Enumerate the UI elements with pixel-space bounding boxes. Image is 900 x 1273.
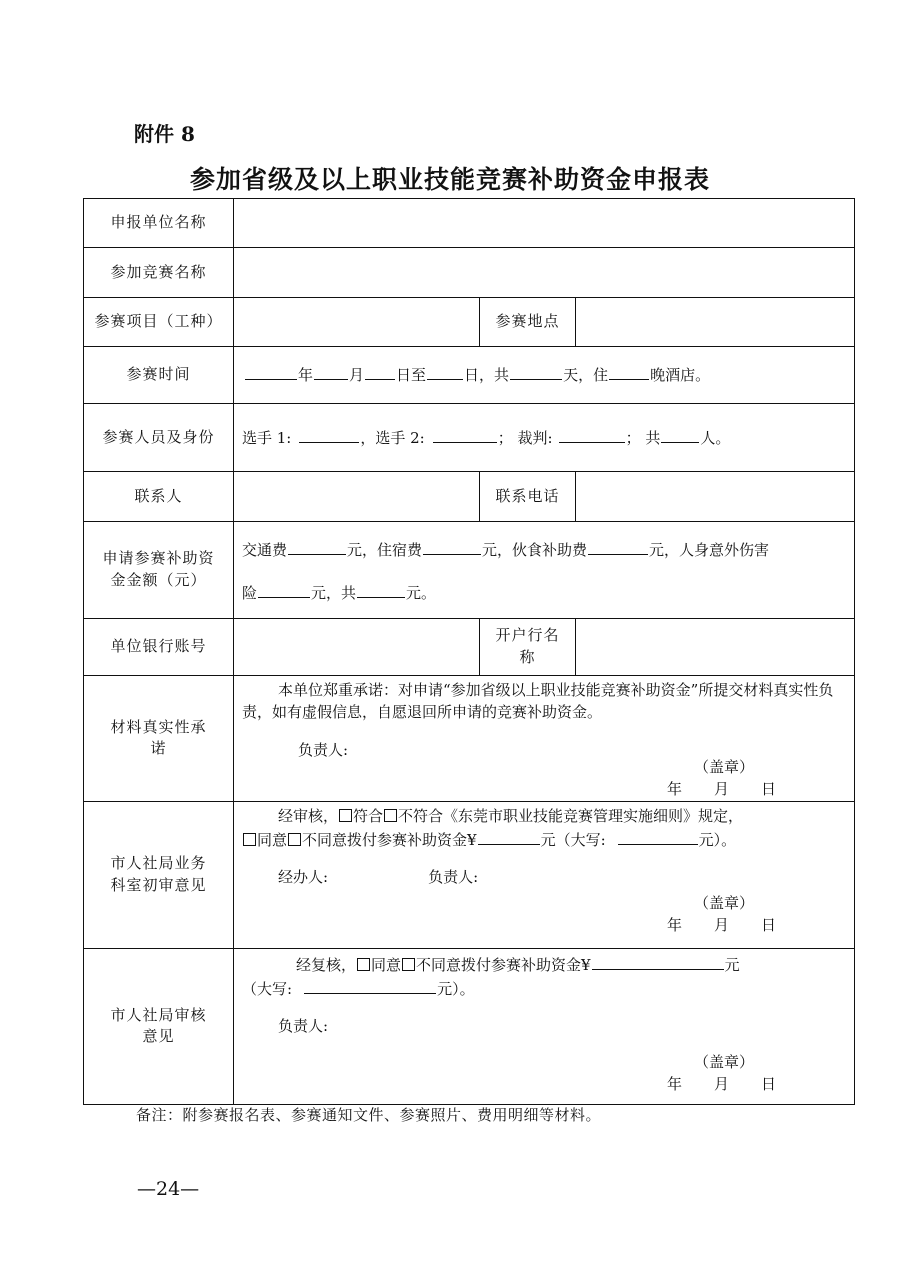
review2-disagree-text: 不同意拨付参赛补助资金¥ [416,955,591,974]
review2-yuan-text: 元 [724,955,740,974]
meal-blank[interactable] [588,538,648,555]
total-blank[interactable] [661,426,699,443]
review2-cell [234,948,855,1104]
review1-seal: （盖章） [694,894,755,912]
subsidy-label: 申请参赛补助资金金额（元） [84,522,234,619]
commitment-date: 年 月 日 [666,780,777,798]
commitment-label: 材料真实性承诺 [84,676,234,802]
review1-cell [234,801,855,948]
event-field[interactable] [234,298,480,347]
amount-blank[interactable] [478,828,540,845]
review1-lead: 经审核， [278,806,339,825]
review2-seal: （盖章） [694,1053,755,1071]
day-total-text: 日，共 [464,366,510,385]
agree-text: 同意 [257,830,288,849]
contact-label: 联系人 [84,472,234,522]
review2-caps-text: （大写: [242,979,293,998]
disagree-checkbox[interactable] [288,833,301,846]
review2-caps-end: 元）。 [437,979,475,998]
nights-hotel-text: 晚酒店。 [650,366,711,385]
judge-text: ； 裁判: [497,428,553,447]
handler-label: 经办人: [278,868,329,887]
commitment-text: 本单位郑重承诺：对申请“参加省级以上职业技能竞赛补助资金”所提交材料真实性负责，如有虚假信息，自愿退回所申请的竞赛补助资金。 [242,681,834,721]
review2-person-label: 负责人: [278,1017,329,1036]
review2-caps-blank[interactable] [304,977,436,994]
regulation-text: 《东莞市职业技能竞赛管理实施细则》规定， [443,806,744,825]
not-comply-text: 不符合 [398,806,444,825]
player2-blank[interactable] [433,426,497,443]
days-stay-text: 天，住 [563,366,609,385]
review2-date: 年 月 日 [666,1074,777,1093]
time-field [234,347,855,404]
lodging-blank[interactable] [423,538,481,555]
review2-agree-text: 同意 [371,955,402,974]
agree-checkbox[interactable] [243,833,256,846]
year-blank[interactable] [245,363,297,380]
meal-text: 元，伙食补助费 [482,541,588,559]
application-form [83,198,855,1105]
end-day-blank[interactable] [427,363,463,380]
not-comply-checkbox[interactable] [384,809,397,822]
caps-end-text: 元）。 [698,830,737,849]
review1-person-label: 负责人: [428,868,479,887]
judge-blank[interactable] [559,426,625,443]
contact-field[interactable] [234,472,480,522]
days-blank[interactable] [510,363,562,380]
competition-name-field[interactable] [234,248,855,298]
venue-field[interactable] [576,298,855,347]
commitment-cell [234,676,855,802]
persons-text: 人。 [700,428,731,447]
insurance-blank[interactable] [258,581,310,598]
bank-account-field[interactable] [234,619,480,676]
lodging-text: 元，住宿费 [347,541,423,559]
phone-field[interactable] [576,472,855,522]
bank-name-label: 开户行名称 [480,619,576,676]
total-text: ； 共 [625,428,661,447]
day-to-text: 日至 [396,366,427,385]
venue-label: 参赛地点 [480,298,576,347]
transport-text: 交通费 [242,541,288,559]
caps-blank[interactable] [618,828,698,845]
phone-label: 联系电话 [480,472,576,522]
subsidy-field [234,522,855,619]
bank-name-field[interactable] [576,619,855,676]
review2-amount-blank[interactable] [592,953,724,970]
comply-checkbox[interactable] [339,809,352,822]
accident-text: 元，人身意外伤害 [649,541,770,559]
commitment-seal: （盖章） [694,758,755,777]
review2-label: 市人社局审核意见 [84,948,234,1104]
event-label: 参赛项目（工种） [84,298,234,347]
participants-field [234,404,855,472]
player1-text: 选手 1: [242,428,292,447]
review1-date: 年 月 日 [666,915,777,934]
player1-blank[interactable] [299,426,359,443]
review2-disagree-checkbox[interactable] [402,958,415,971]
page-number: —24— [137,1178,200,1200]
review2-lead: 经复核， [296,955,357,974]
disagree-text: 不同意拨付参赛补助资金¥ [302,830,477,849]
month-text: 月 [349,366,365,385]
attachment-label: 附件 8 [134,122,195,146]
form-title: 参加省级及以上职业技能竞赛补助资金申报表 [189,165,710,194]
applicant-unit-label: 申报单位名称 [84,199,234,248]
footnote: 备注：附参赛报名表、参赛通知文件、参赛照片、费用明细等材料。 [136,1106,602,1124]
player2-text: ，选手 2: [360,428,425,447]
bank-account-label: 单位银行账号 [84,619,234,676]
time-label: 参赛时间 [84,347,234,404]
review1-label: 市人社局业务科室初审意见 [84,801,234,948]
transport-blank[interactable] [288,538,346,555]
nights-blank[interactable] [609,363,649,380]
participants-label: 参赛人员及身份 [84,404,234,472]
competition-name-label: 参加竞赛名称 [84,248,234,298]
start-day-blank[interactable] [365,363,395,380]
commitment-person-label: 负责人: [298,740,349,759]
total-amount-blank[interactable] [357,581,405,598]
caps-text: 元（大写: [540,830,606,849]
year-text: 年 [298,366,314,385]
insurance-text: 险 [242,584,258,602]
applicant-unit-field[interactable] [234,199,855,248]
total-yuan-text: 元。 [406,584,437,602]
review2-agree-checkbox[interactable] [357,958,370,971]
subtotal-text: 元，共 [311,584,357,602]
comply-text: 符合 [353,806,384,825]
month-blank[interactable] [314,363,348,380]
